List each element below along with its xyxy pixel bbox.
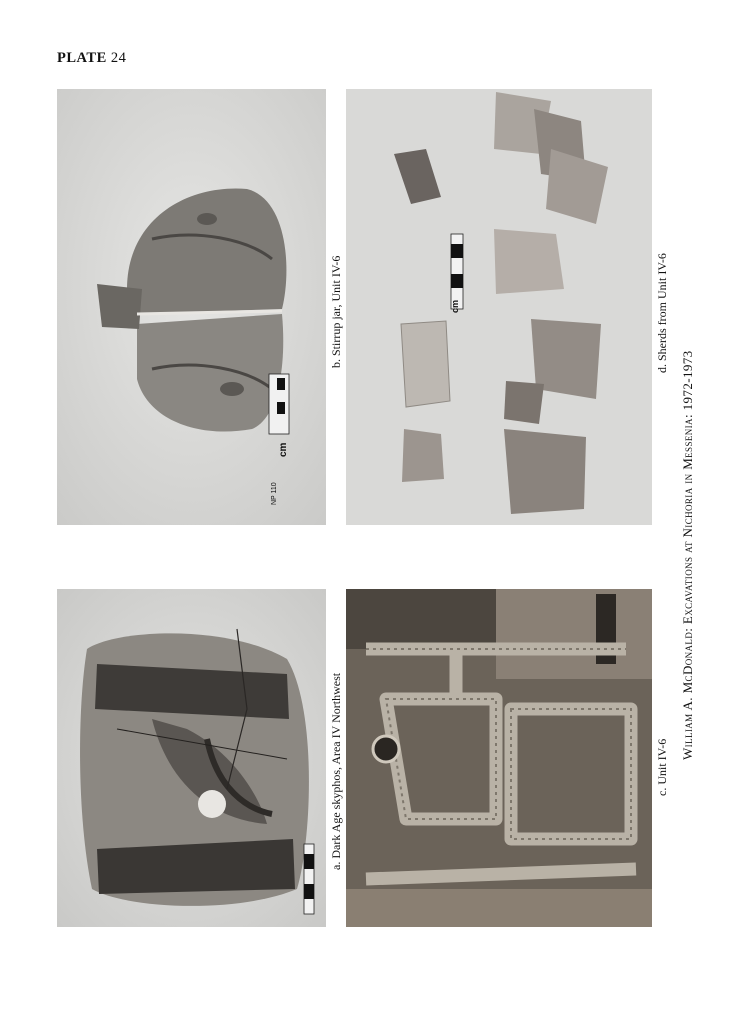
publication-credit: William A. McDonald: Excavations at Nichoria in Messenia: 1972-1973: [680, 350, 695, 760]
photo-b-scale-label: cm: [278, 442, 289, 457]
scale-bar-a: [304, 844, 314, 914]
scale-bar-d: [451, 234, 463, 309]
caption-c: c. Unit IV-6: [655, 738, 669, 796]
photo-b-tag: NP 110: [271, 482, 278, 505]
plate-label: PLATE: [57, 50, 107, 66]
photo-b-stirrup-jar: [57, 89, 326, 525]
photo-c-unit: [346, 589, 652, 927]
photo-a-skyphos: [57, 589, 326, 927]
caption-a: a. Dark Age skyphos, Area IV Northwest: [329, 672, 343, 870]
plate-number: 24: [110, 50, 127, 66]
scale-bar-b: [269, 374, 289, 434]
photo-d-sherds: [346, 89, 652, 525]
plate-title: [57, 50, 126, 67]
caption-d: d. Sherds from Unit IV-6: [655, 253, 669, 373]
caption-b: b. Stirrup jar, Unit IV-6: [329, 255, 343, 368]
photo-d-scale-label: cm: [450, 299, 460, 313]
